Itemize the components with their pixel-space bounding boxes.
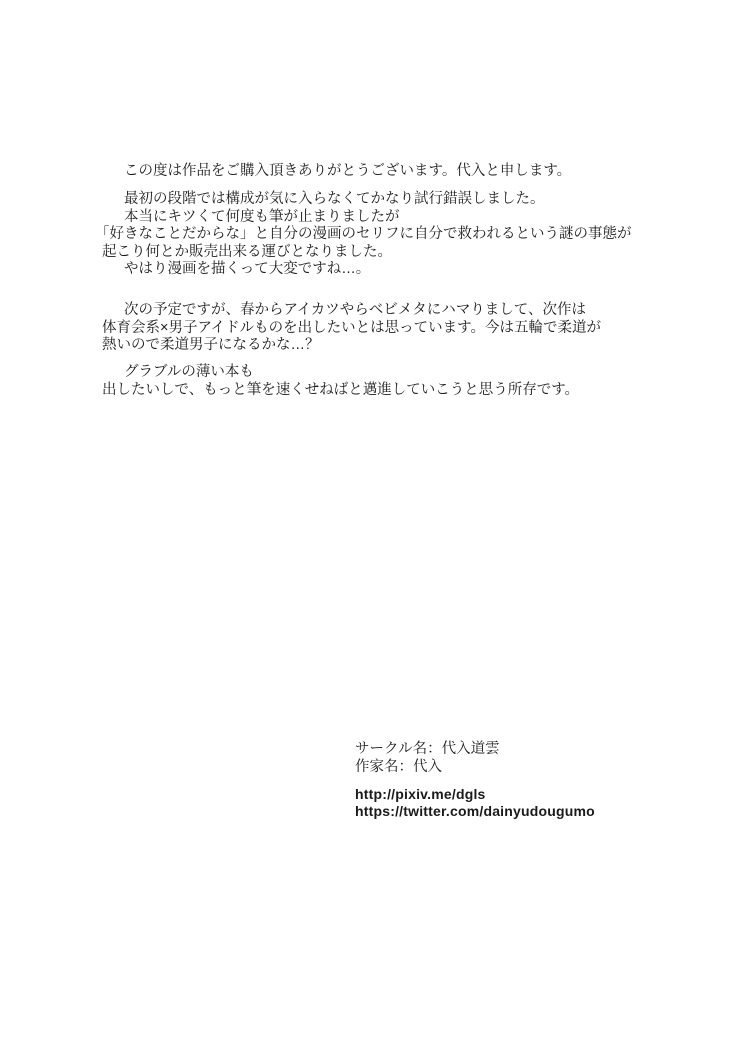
text-line: 本当にキツくて何度も筆が止まりましたが [124, 208, 400, 225]
text-line: 「好きなことだからな」と自分の漫画のセリフに自分で救われるという謎の事態が [95, 226, 632, 242]
credits-block [355, 740, 595, 819]
twitter-url: https://twitter.com/dainyudougumo [355, 802, 595, 819]
text-line: グラブルの薄い本も [124, 364, 254, 380]
circle-name-line: サークル名：代入道雲 [355, 741, 500, 757]
pixiv-url: http://pixiv.me/dgls [355, 786, 486, 802]
text-line: 起こり何とか販売出来る運びとなりました。 [102, 243, 392, 260]
text-line: 最初の段階では構成が気に入らなくてかなり試行錯誤しました。 [124, 191, 545, 207]
paragraph-next-plans [102, 302, 601, 355]
text-line: 体育会系×男子アイドルものを出したいとは思っています。今は五輪で柔道が [102, 319, 601, 336]
text-line: 熱いので柔道男子になるかな…？ [102, 337, 320, 353]
text-line: やはり漫画を描くって大変ですね…。 [124, 261, 371, 277]
text-line: 出したいしで、もっと筆を速くせねばと邁進していこうと思う所存です。 [102, 381, 580, 398]
paragraph-greeting [102, 163, 571, 181]
paragraph-granblue-plans [102, 364, 579, 399]
links-group [355, 786, 595, 819]
author-name-line: 作家名：代入 [355, 759, 442, 775]
paragraph-production-notes [95, 191, 632, 279]
text-line: 次の予定ですが、春からアイカツやらベビメタにハマりまして、次作は [124, 302, 586, 318]
text-line: この度は作品をご購入頂きありがとうございます。代入と申します。 [124, 163, 572, 179]
